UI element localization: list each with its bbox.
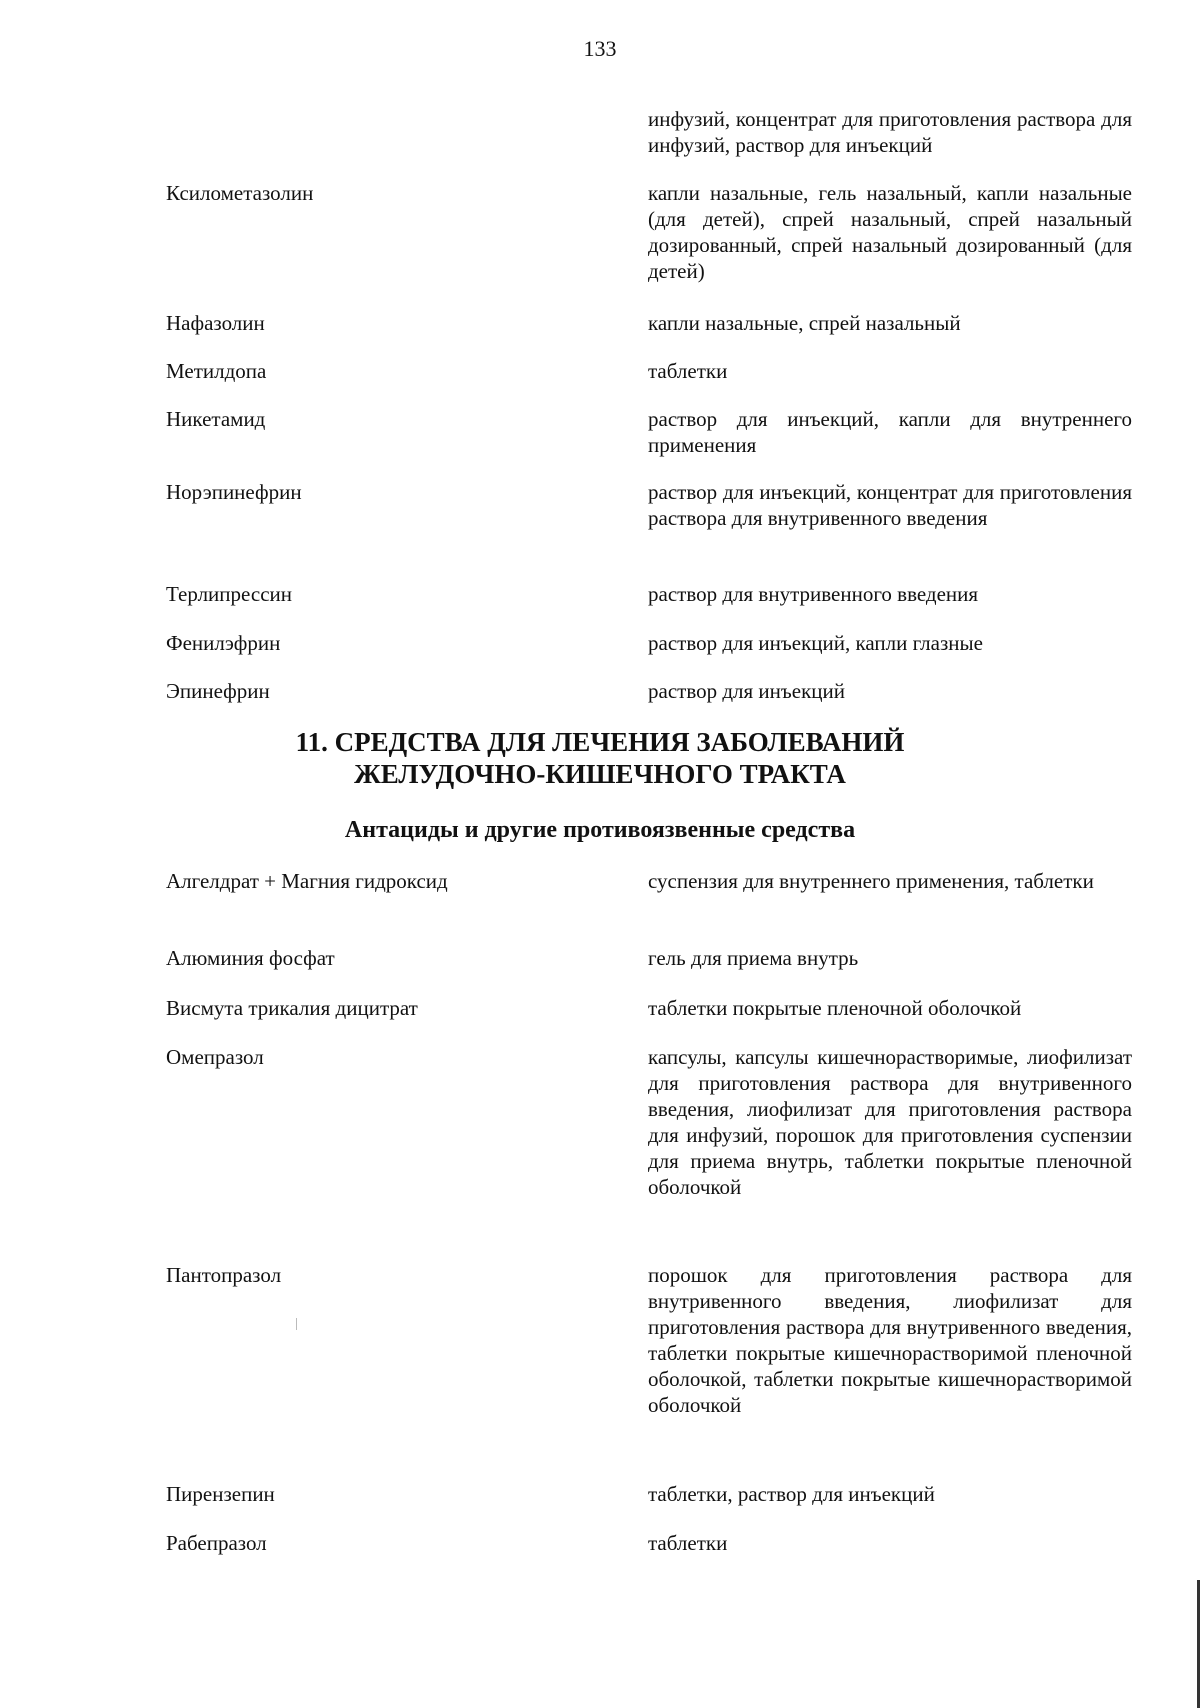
dosage-form: капли назальные, гель назальный, капли назальные (для детей), спрей назальный, спрей назальный дозированный, спрей назальный дозированный (для детей) bbox=[648, 181, 1132, 283]
drug-name: Фенилэфрин bbox=[166, 631, 281, 655]
dosage-form: раствор для инъекций, капли глазные bbox=[648, 631, 983, 655]
section-title-line-1: 11. СРЕДСТВА ДЛЯ ЛЕЧЕНИЯ ЗАБОЛЕВАНИЙ bbox=[295, 727, 905, 757]
dosage-form: таблетки bbox=[648, 359, 728, 383]
section-title bbox=[0, 726, 1200, 790]
dosage-form: порошок для приготовления раствора для внутривенного введения, лиофилизат для приготовления раствора для внутривенного введения, таблетки покрытые кишечнорастворимой пленочной оболочкой, таблетки покрытые кишечнорастворимой оболочкой bbox=[648, 1263, 1132, 1417]
drug-name: Норэпинефрин bbox=[166, 480, 302, 504]
section-title-line-2: ЖЕЛУДОЧНО-КИШЕЧНОГО ТРАКТА bbox=[354, 759, 846, 789]
drug-name: Терлипрессин bbox=[166, 582, 292, 606]
dosage-form: инфузий, концентрат для приготовления раствора для инфузий, раствор для инъекций bbox=[648, 107, 1132, 157]
drug-name: Пантопразол bbox=[166, 1263, 282, 1287]
drug-name: Эпинефрин bbox=[166, 679, 270, 703]
scan-artifact bbox=[296, 1318, 297, 1330]
drug-name: Рабепразол bbox=[166, 1531, 267, 1555]
dosage-form: раствор для инъекций, концентрат для приготовления раствора для внутривенного введения bbox=[648, 480, 1132, 530]
drug-name: Никетамид bbox=[166, 407, 266, 431]
dosage-form: таблетки bbox=[648, 1531, 728, 1555]
dosage-form: таблетки покрытые пленочной оболочкой bbox=[648, 996, 1022, 1020]
dosage-form: суспензия для внутреннего применения, таблетки bbox=[648, 869, 1094, 893]
dosage-form: капли назальные, спрей назальный bbox=[648, 311, 961, 335]
dosage-form: раствор для внутривенного введения bbox=[648, 582, 979, 606]
dosage-form: таблетки, раствор для инъекций bbox=[648, 1482, 935, 1506]
drug-name: Алюминия фосфат bbox=[166, 946, 335, 970]
dosage-form: капсулы, капсулы кишечнорастворимые, лиофилизат для приготовления раствора для внутривенного введения, лиофилизат для приготовления раствора для инфузий, порошок для приготовления суспензии для приема внутрь, таблетки покрытые пленочной оболочкой bbox=[648, 1045, 1132, 1199]
subsection-title: Антациды и другие противоязвенные средства bbox=[344, 817, 856, 843]
page-number: 133 bbox=[583, 36, 617, 61]
dosage-form: раствор для инъекций, капли для внутреннего применения bbox=[648, 407, 1132, 457]
drug-name: Метилдопа bbox=[166, 359, 267, 383]
dosage-form: гель для приема внутрь bbox=[648, 946, 859, 970]
dosage-form: раствор для инъекций bbox=[648, 679, 845, 703]
drug-name: Висмута трикалия дицитрат bbox=[166, 996, 418, 1020]
drug-name: Алгелдрат + Магния гидроксид bbox=[166, 869, 448, 893]
drug-name: Нафазолин bbox=[166, 311, 265, 335]
drug-name: Ксилометазолин bbox=[166, 181, 314, 205]
drug-name: Омепразол bbox=[166, 1045, 264, 1069]
drug-name: Пирензепин bbox=[166, 1482, 275, 1506]
